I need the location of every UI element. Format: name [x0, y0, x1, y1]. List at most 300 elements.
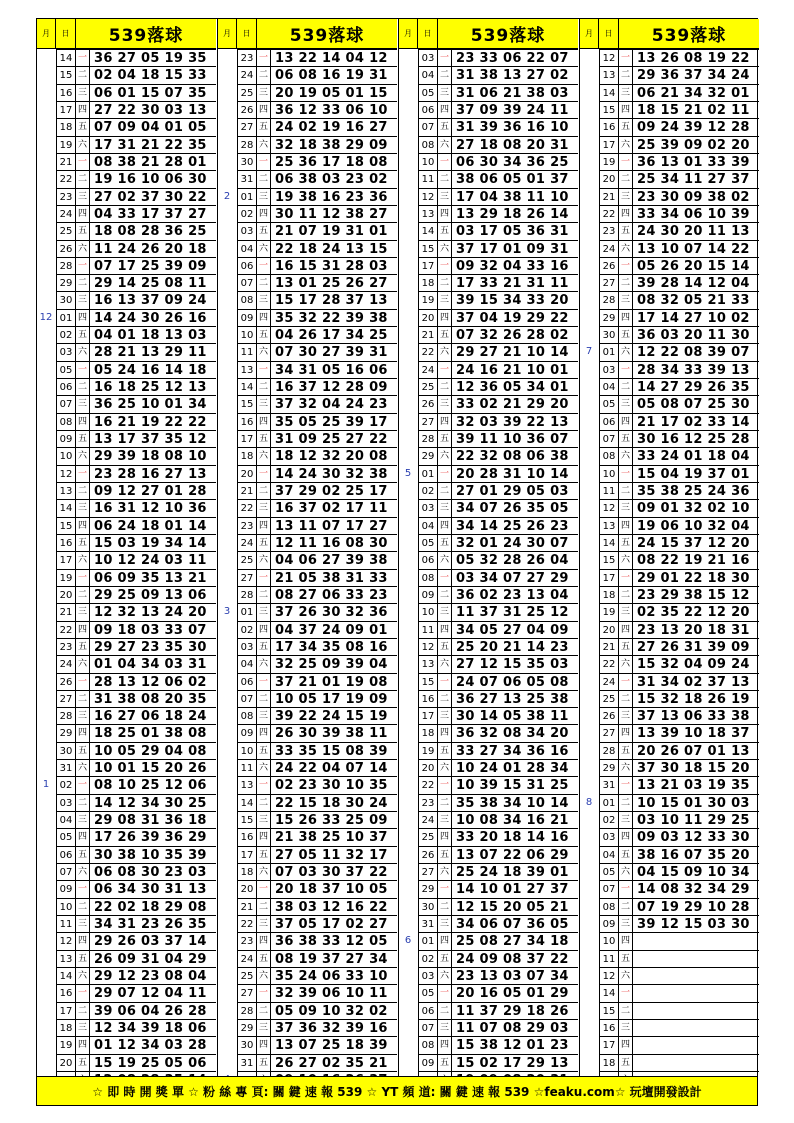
day-cell: 03: [56, 794, 75, 811]
draw-row: [218, 1019, 397, 1036]
weekday-cell: 二: [437, 66, 451, 83]
weekday-cell: 四: [437, 205, 451, 222]
draw-row: [218, 655, 397, 672]
numbers-cell: 29 36 37 34 24: [632, 66, 759, 83]
draw-row: [218, 378, 397, 395]
day-cell: 20: [599, 621, 618, 638]
numbers-cell: 06 34 30 31 13: [89, 880, 216, 897]
month-label: [399, 482, 417, 499]
day-cell: 15: [237, 811, 256, 828]
weekday-cell: 二: [618, 794, 632, 811]
day-cell: 17: [599, 136, 618, 153]
weekday-cell: 四: [437, 724, 451, 741]
draw-column: [218, 19, 397, 1078]
numbers-cell: 17 31 21 22 35: [89, 136, 216, 153]
weekday-cell: 二: [437, 1002, 451, 1019]
day-cell: 30: [599, 326, 618, 343]
draw-row: [580, 621, 759, 638]
day-cell: 04: [237, 655, 256, 672]
day-cell: 17: [237, 846, 256, 863]
month-label: [37, 188, 55, 205]
weekday-cell: 二: [618, 586, 632, 603]
day-cell: 13: [418, 205, 437, 222]
month-label: [399, 291, 417, 308]
numbers-cell: 37 26 30 32 36: [270, 603, 397, 620]
day-cell: 07: [56, 863, 75, 880]
day-cell: 03: [599, 361, 618, 378]
day-cell: 09: [56, 880, 75, 897]
draw-row: [218, 898, 397, 915]
numbers-cell: 14 27 29 26 35: [632, 378, 759, 395]
numbers-cell: 35 05 25 39 17: [270, 413, 397, 430]
numbers-cell: 03 17 05 36 31: [451, 222, 578, 239]
weekday-cell: 六: [437, 863, 451, 880]
numbers-cell: 06 09 35 13 21: [89, 569, 216, 586]
day-cell: 26: [56, 240, 75, 257]
day-cell: 20: [418, 759, 437, 776]
weekday-cell: 一: [437, 465, 451, 482]
month-label: [37, 291, 55, 308]
weekday-cell: 二: [618, 482, 632, 499]
draw-row: [37, 534, 216, 551]
numbers-cell: 17 34 35 08 16: [270, 638, 397, 655]
month-label: [399, 621, 417, 638]
numbers-cell: 04 37 24 09 01: [270, 621, 397, 638]
weekday-cell: 一: [437, 257, 451, 274]
weekday-cell: 一: [256, 465, 270, 482]
weekday-cell: 一: [618, 153, 632, 170]
month-label: [580, 430, 598, 447]
weekday-cell: 六: [618, 447, 632, 464]
weekday-cell: 二: [75, 170, 89, 187]
month-label: [399, 603, 417, 620]
numbers-cell: 13 29 18 26 14: [451, 205, 578, 222]
numbers-cell: 24 09 08 37 22: [451, 950, 578, 967]
day-cell: 18: [418, 274, 437, 291]
weekday-cell: 六: [256, 551, 270, 568]
month-label: [399, 1054, 417, 1071]
month-label: [218, 863, 236, 880]
weekday-cell: 二: [75, 482, 89, 499]
weekday-cell: 三: [437, 603, 451, 620]
day-cell: 14: [56, 49, 75, 66]
weekday-cell: 六: [256, 863, 270, 880]
draw-row: [580, 915, 759, 932]
month-label: [580, 534, 598, 551]
weekday-cell: 三: [256, 1019, 270, 1036]
weekday-cell: 一: [75, 569, 89, 586]
day-cell: 23: [599, 222, 618, 239]
numbers-cell: 27 22 30 03 13: [89, 101, 216, 118]
draw-row: [218, 170, 397, 187]
numbers-cell: 20 28 31 10 14: [451, 465, 578, 482]
numbers-cell: 37 30 18 15 20: [632, 759, 759, 776]
draw-row: [37, 447, 216, 464]
draw-row: [580, 447, 759, 464]
weekday-cell: 四: [618, 413, 632, 430]
day-cell: 15: [599, 551, 618, 568]
draw-row: [399, 950, 578, 967]
weekday-cell: 五: [618, 534, 632, 551]
draw-row: [37, 482, 216, 499]
day-cell: 29: [56, 724, 75, 741]
month-label: [37, 759, 55, 776]
numbers-cell: 10 12 24 03 11: [89, 551, 216, 568]
month-label: [399, 257, 417, 274]
day-cell: 21: [599, 638, 618, 655]
numbers-cell: 38 06 05 01 37: [451, 170, 578, 187]
numbers-cell: 29 14 25 08 11: [89, 274, 216, 291]
numbers-cell: 13 17 37 35 12: [89, 430, 216, 447]
day-cell: 10: [418, 153, 437, 170]
month-label: [399, 326, 417, 343]
draw-row: [218, 430, 397, 447]
month-label: [399, 724, 417, 741]
draw-row: [218, 534, 397, 551]
month-label: [37, 603, 55, 620]
numbers-cell: 16 18 25 12 13: [89, 378, 216, 395]
day-cell: 06: [56, 846, 75, 863]
numbers-cell: 08 19 37 27 34: [270, 950, 397, 967]
weekday-cell: 二: [618, 690, 632, 707]
draw-row: [37, 49, 216, 66]
month-label: [218, 950, 236, 967]
month-label: [218, 621, 236, 638]
month-label: [580, 846, 598, 863]
day-cell: 24: [237, 950, 256, 967]
day-cell: 14: [237, 378, 256, 395]
month-label: [37, 413, 55, 430]
weekday-cell: 一: [75, 776, 89, 793]
numbers-cell: 23 13 20 18 31: [632, 621, 759, 638]
weekday-cell: 二: [75, 274, 89, 291]
draw-row: [218, 395, 397, 412]
weekday-cell: 五: [75, 846, 89, 863]
draw-row: [399, 621, 578, 638]
weekday-cell: 四: [75, 932, 89, 949]
month-label: [580, 655, 598, 672]
numbers-cell: 01 04 34 03 31: [89, 655, 216, 672]
weekday-cell: 一: [618, 465, 632, 482]
weekday-cell: 三: [75, 707, 89, 724]
numbers-cell: 15 17 28 37 13: [270, 291, 397, 308]
weekday-cell: 六: [437, 551, 451, 568]
day-cell: 08: [599, 447, 618, 464]
draw-row: [218, 794, 397, 811]
weekday-cell: 三: [437, 1019, 451, 1036]
month-label: [218, 257, 236, 274]
day-cell: 19: [418, 742, 437, 759]
draw-row: [37, 759, 216, 776]
day-cell: 21: [237, 898, 256, 915]
month-label: 2: [223, 190, 231, 202]
day-header: 日: [599, 19, 619, 48]
day-cell: 14: [56, 967, 75, 984]
weekday-cell: 一: [618, 49, 632, 66]
numbers-cell: 19 06 10 32 04: [632, 517, 759, 534]
weekday-cell: 四: [618, 932, 632, 949]
numbers-cell: 06 24 18 01 14: [89, 517, 216, 534]
day-cell: 04: [418, 66, 437, 83]
month-label: [37, 586, 55, 603]
month-label: [218, 724, 236, 741]
day-cell: 02: [599, 811, 618, 828]
column-header: [37, 19, 216, 49]
weekday-cell: 五: [256, 742, 270, 759]
month-label: [218, 967, 236, 984]
numbers-cell: 25 24 18 39 01: [451, 863, 578, 880]
weekday-cell: 一: [256, 569, 270, 586]
month-label: [218, 49, 236, 66]
numbers-cell: 02 04 18 15 33: [89, 66, 216, 83]
numbers-cell: 08 38 21 28 01: [89, 153, 216, 170]
draw-row: [580, 846, 759, 863]
draw-row: [399, 291, 578, 308]
month-label: [399, 569, 417, 586]
day-cell: 18: [599, 1054, 618, 1071]
month-label: [218, 707, 236, 724]
day-cell: 25: [56, 222, 75, 239]
day-cell: 06: [418, 551, 437, 568]
weekday-cell: 五: [618, 950, 632, 967]
weekday-cell: 四: [256, 205, 270, 222]
numbers-cell: 13 26 08 19 22: [632, 49, 759, 66]
numbers-cell: 20 16 05 01 29: [451, 984, 578, 1001]
month-label: [580, 222, 598, 239]
weekday-cell: 三: [618, 811, 632, 828]
month-label: [37, 66, 55, 83]
draw-row: [218, 1002, 397, 1019]
numbers-cell: 36 13 01 33 39: [632, 153, 759, 170]
numbers-cell: 25 08 27 34 18: [451, 932, 578, 949]
draw-row: [37, 222, 216, 239]
draw-row: [580, 153, 759, 170]
draw-row: [580, 257, 759, 274]
numbers-cell: 36 38 33 12 05: [270, 932, 397, 949]
numbers-cell: 07 19 29 10 28: [632, 898, 759, 915]
draw-row: [37, 153, 216, 170]
weekday-cell: 一: [437, 880, 451, 897]
draw-row: [218, 240, 397, 257]
draw-row: [580, 1019, 759, 1036]
draw-row: [218, 291, 397, 308]
weekday-cell: 五: [75, 950, 89, 967]
month-label: [399, 776, 417, 793]
weekday-cell: 三: [75, 188, 89, 205]
day-cell: 16: [418, 690, 437, 707]
numbers-cell: 10 05 29 04 08: [89, 742, 216, 759]
weekday-cell: 一: [437, 153, 451, 170]
draw-row: [37, 136, 216, 153]
draw-row: [399, 534, 578, 551]
day-cell: 04: [418, 517, 437, 534]
numbers-cell: 29 07 12 04 11: [89, 984, 216, 1001]
draw-row: [580, 378, 759, 395]
month-label: [580, 153, 598, 170]
numbers-cell: 12 22 08 39 07: [632, 343, 759, 360]
numbers-cell: 32 18 38 29 09: [270, 136, 397, 153]
day-cell: 24: [237, 66, 256, 83]
weekday-cell: 六: [256, 967, 270, 984]
numbers-cell: 06 38 03 23 02: [270, 170, 397, 187]
numbers-cell: 30 14 05 38 11: [451, 707, 578, 724]
weekday-cell: 六: [618, 863, 632, 880]
day-cell: 14: [599, 534, 618, 551]
day-cell: 18: [56, 1019, 75, 1036]
weekday-cell: 二: [437, 794, 451, 811]
day-cell: 10: [237, 326, 256, 343]
draw-row: [580, 413, 759, 430]
month-label: [580, 950, 598, 967]
day-cell: 11: [599, 482, 618, 499]
draw-row: [37, 811, 216, 828]
draw-row: [218, 66, 397, 83]
weekday-cell: 四: [256, 309, 270, 326]
draw-row: [37, 378, 216, 395]
month-label: [580, 742, 598, 759]
day-cell: 05: [599, 395, 618, 412]
draw-row: [218, 465, 397, 482]
numbers-cell: 15 32 04 09 24: [632, 655, 759, 672]
day-cell: 23: [237, 932, 256, 949]
month-label: [399, 673, 417, 690]
numbers-cell: 13 07 25 18 39: [270, 1036, 397, 1053]
weekday-cell: 二: [437, 378, 451, 395]
numbers-cell: 25 36 17 18 08: [270, 153, 397, 170]
month-label: [580, 776, 598, 793]
day-cell: 19: [56, 569, 75, 586]
day-cell: 06: [56, 378, 75, 395]
weekday-cell: 三: [256, 707, 270, 724]
weekday-cell: 五: [437, 118, 451, 135]
month-label: [218, 1036, 236, 1053]
day-cell: 28: [237, 586, 256, 603]
weekday-cell: 四: [618, 1036, 632, 1053]
month-label: [37, 898, 55, 915]
draw-row: [399, 880, 578, 897]
day-cell: 24: [56, 655, 75, 672]
month-label: [218, 482, 236, 499]
numbers-cell: 16 21 19 22 22: [89, 413, 216, 430]
day-cell: 12: [599, 967, 618, 984]
weekday-cell: 三: [618, 915, 632, 932]
weekday-cell: 三: [75, 291, 89, 308]
day-cell: 15: [599, 101, 618, 118]
numbers-cell: 17 04 38 11 10: [451, 188, 578, 205]
numbers-cell: 15 04 19 37 01: [632, 465, 759, 482]
draw-row: [580, 136, 759, 153]
month-label: [580, 586, 598, 603]
weekday-cell: 五: [437, 222, 451, 239]
weekday-cell: 六: [75, 863, 89, 880]
weekday-cell: 六: [618, 136, 632, 153]
draw-row: [580, 222, 759, 239]
day-cell: 13: [237, 361, 256, 378]
month-label: [580, 707, 598, 724]
day-cell: 09: [237, 309, 256, 326]
day-cell: 15: [56, 517, 75, 534]
day-cell: 29: [599, 309, 618, 326]
month-label: [580, 638, 598, 655]
day-cell: 01: [418, 465, 437, 482]
day-cell: 08: [599, 898, 618, 915]
numbers-cell: 16 31 12 10 36: [89, 499, 216, 516]
month-label: [37, 967, 55, 984]
month-label: [580, 517, 598, 534]
month-label: [218, 759, 236, 776]
weekday-cell: 三: [437, 291, 451, 308]
numbers-cell: 10 08 34 16 21: [451, 811, 578, 828]
month-label: [399, 586, 417, 603]
numbers-cell: 37 09 39 24 11: [451, 101, 578, 118]
numbers-cell: 23 13 03 07 34: [451, 967, 578, 984]
column-divider: [579, 19, 580, 1078]
day-cell: 17: [237, 430, 256, 447]
day-cell: 17: [56, 551, 75, 568]
numbers-cell: 37 21 01 19 08: [270, 673, 397, 690]
draw-row: [218, 326, 397, 343]
numbers-cell: 19 38 16 23 36: [270, 188, 397, 205]
day-cell: 31: [56, 759, 75, 776]
numbers-cell: 29 39 18 08 10: [89, 447, 216, 464]
weekday-cell: 五: [75, 742, 89, 759]
day-cell: 29: [599, 759, 618, 776]
day-cell: 03: [418, 967, 437, 984]
weekday-cell: 三: [75, 915, 89, 932]
month-label: [399, 447, 417, 464]
month-label: [580, 136, 598, 153]
month-label: [399, 1019, 417, 1036]
weekday-cell: 五: [618, 430, 632, 447]
day-cell: 09: [56, 430, 75, 447]
day-cell: 31: [599, 776, 618, 793]
weekday-cell: 一: [75, 49, 89, 66]
month-label: [37, 361, 55, 378]
month-label: [218, 742, 236, 759]
month-label: [218, 309, 236, 326]
month-label: [580, 378, 598, 395]
month-label: [399, 967, 417, 984]
day-cell: 10: [56, 898, 75, 915]
month-label: [37, 153, 55, 170]
draw-row: [37, 655, 216, 672]
numbers-cell: [632, 1036, 759, 1053]
draw-row: [399, 240, 578, 257]
numbers-cell: 33 24 01 18 04: [632, 447, 759, 464]
numbers-cell: 39 22 24 15 19: [270, 707, 397, 724]
numbers-cell: 34 31 23 26 35: [89, 915, 216, 932]
numbers-cell: 29 27 21 10 14: [451, 343, 578, 360]
draw-row: [580, 742, 759, 759]
draw-row: [218, 188, 397, 205]
draw-row: [37, 274, 216, 291]
numbers-cell: 30 16 12 25 28: [632, 430, 759, 447]
numbers-cell: 07 09 04 01 05: [89, 118, 216, 135]
weekday-cell: 一: [437, 49, 451, 66]
numbers-cell: 09 18 03 33 07: [89, 621, 216, 638]
day-cell: 14: [56, 499, 75, 516]
numbers-cell: 10 24 01 28 34: [451, 759, 578, 776]
day-cell: 28: [237, 136, 256, 153]
numbers-cell: [632, 1002, 759, 1019]
month-label: [580, 257, 598, 274]
weekday-cell: 六: [618, 551, 632, 568]
month-label: [580, 551, 598, 568]
day-cell: 12: [56, 465, 75, 482]
numbers-cell: 05 32 28 26 04: [451, 551, 578, 568]
month-label: [218, 395, 236, 412]
draw-row: [399, 794, 578, 811]
